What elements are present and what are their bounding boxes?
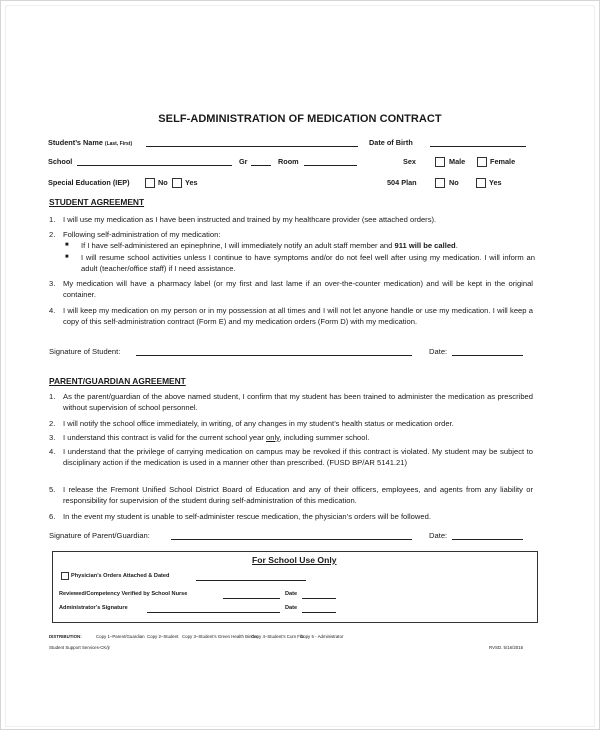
- item-number: 2.: [49, 419, 56, 428]
- nurse-date-label: Date: [285, 591, 298, 597]
- item-number: 2.: [49, 230, 56, 239]
- bullet-icon: ■: [65, 242, 69, 248]
- item-text: I understand that the privilege of carrying medication on campus may be revoked if this contract is violated. My student may be subject to disciplinary action if the medication is used in a manner other than prescribed. (FUSD BP/AR 5141.21): [63, 447, 533, 468]
- item-text-end: , including summer school.: [279, 433, 370, 442]
- student-name-label: [48, 138, 132, 147]
- distribution-label: DISTRIBUTION:: [49, 634, 82, 639]
- item-text: I release the Fremont Unified School District Board of Education and any of their officers, employees, and agents from any liability or responsibility for supervision of the student during self-administration of this medication.: [63, 485, 533, 506]
- bullet-icon: ■: [65, 254, 69, 260]
- parent-date-field[interactable]: [452, 539, 523, 540]
- sex-label: Sex: [403, 157, 416, 166]
- distribution-copy-2: Copy 2–Student: [147, 634, 179, 639]
- distribution-copy-3: Copy 3–Student’s Green Health Binder: [182, 634, 258, 639]
- student-name-field[interactable]: [146, 146, 358, 147]
- school-use-title: For School Use Only: [252, 555, 337, 565]
- student-name-hint: (Last, First): [104, 141, 133, 147]
- student-agreement-heading: STUDENT AGREEMENT: [49, 197, 145, 207]
- physician-orders-field[interactable]: [196, 580, 306, 581]
- distribution-copy-1: Copy 1–Parent/Guardian: [96, 634, 145, 639]
- plan504-no-checkbox[interactable]: [435, 178, 445, 188]
- item-text: I will resume school activities unless I continue to have symptoms and/or do not feel well after using my medication. I will inform an adult (teacher/office staff) if I need assistance.: [81, 253, 535, 274]
- item-text: As the parent/guardian of the above named student, I confirm that my student has been trained to administer the medication as prescribed without supervision of school personnel.: [63, 392, 533, 413]
- distribution-copy-4: Copy 4–Student’s Cum File: [251, 634, 305, 639]
- student-name-label-text: Student’s Name: [48, 138, 103, 147]
- sex-female-label: Female: [490, 157, 516, 166]
- admin-signature-field[interactable]: [147, 612, 280, 613]
- student-date-label: Date:: [429, 347, 448, 356]
- iep-yes-label: Yes: [185, 178, 198, 187]
- iep-no-checkbox[interactable]: [145, 178, 155, 188]
- sex-male-label: Male: [449, 157, 466, 166]
- item-text: I will notify the school office immediately, in writing, of any changes in my student’s health status or medication order.: [63, 419, 454, 428]
- document-title: SELF-ADMINISTRATION OF MEDICATION CONTRACT: [158, 113, 442, 125]
- item-text: My medication will have a pharmacy label (or my first and last lame if an over-the-counter medication) and will be kept in the original container.: [63, 279, 533, 300]
- physician-orders-checkbox[interactable]: [61, 572, 69, 580]
- item-number: 4.: [49, 447, 56, 456]
- item-number: 3.: [49, 433, 56, 442]
- school-label: School: [48, 157, 73, 166]
- school-field[interactable]: [77, 165, 232, 166]
- bullet-bold-text: 911 will be called: [394, 241, 456, 250]
- nurse-verified-field[interactable]: [223, 598, 280, 599]
- plan504-yes-checkbox[interactable]: [476, 178, 486, 188]
- item-text: I will keep my medication on my person or in my possession at all times and I will not let anyone handle or use my medication. I will keep a copy of this self-administration contract (Form E) and my medication orders (Form D) with my medication.: [63, 306, 533, 327]
- item-underlined-text: only: [266, 433, 280, 442]
- item-number: 4.: [49, 306, 56, 315]
- item-number: 1.: [49, 392, 56, 401]
- bullet-text-end: .: [455, 241, 458, 250]
- item-text: I will use my medication as I have been instructed and trained by my healthcare provider (see attached orders).: [63, 215, 437, 224]
- item-number: 6.: [49, 512, 56, 521]
- sex-male-checkbox[interactable]: [435, 157, 445, 167]
- admin-signature-label: Administrator’s Signature: [59, 605, 128, 611]
- student-date-field[interactable]: [452, 355, 523, 356]
- item-text: [81, 240, 535, 251]
- item-text: In the event my student is unable to self-administer rescue medication, the physician’s orders will be followed.: [63, 512, 431, 521]
- bullet-text: If I have self-administered an epinephrine, I will immediately notify an adult staff member and: [81, 241, 395, 250]
- item-text-start: I understand this contract is valid for the current school year: [63, 433, 267, 442]
- item-text: Following self-administration of my medication:: [63, 230, 221, 239]
- grade-label: Gr: [239, 157, 248, 166]
- student-signature-label: Signature of Student:: [49, 347, 121, 356]
- grade-field[interactable]: [251, 165, 271, 166]
- plan504-label: 504 Plan: [387, 178, 417, 187]
- student-signature-field[interactable]: [136, 355, 412, 356]
- item-number: 3.: [49, 279, 56, 288]
- iep-label: Special Education (IEP): [48, 178, 130, 187]
- nurse-verified-label: Reviewed/Competency Verified by School Nurse: [59, 591, 188, 597]
- admin-date-field[interactable]: [302, 612, 336, 613]
- dob-label: Date of Birth: [369, 138, 413, 147]
- parent-agreement-heading: PARENT/GUARDIAN AGREEMENT: [49, 376, 186, 386]
- room-field[interactable]: [304, 165, 357, 166]
- item-number: 5.: [49, 485, 56, 494]
- item-number: 1.: [49, 215, 56, 224]
- nurse-date-field[interactable]: [302, 598, 336, 599]
- sex-female-checkbox[interactable]: [477, 157, 487, 167]
- revision-date: RVSD. 5/16/2016: [489, 645, 524, 650]
- plan504-no-label: No: [449, 178, 459, 187]
- physician-orders-label: Physician’s Orders Attached & Dated: [71, 573, 170, 579]
- department-code: Student Support Services-CK/jr: [49, 645, 111, 650]
- room-label: Room: [278, 157, 299, 166]
- admin-date-label: Date: [285, 605, 298, 611]
- iep-no-label: No: [158, 178, 168, 187]
- parent-signature-field[interactable]: [171, 539, 412, 540]
- dob-field[interactable]: [430, 146, 526, 147]
- plan504-yes-label: Yes: [489, 178, 502, 187]
- item-text: [63, 432, 533, 443]
- parent-date-label: Date:: [429, 531, 448, 540]
- distribution-copy-5: Copy 5 - Administrator: [300, 634, 344, 639]
- parent-signature-label: Signature of Parent/Guardian:: [49, 531, 150, 540]
- iep-yes-checkbox[interactable]: [172, 178, 182, 188]
